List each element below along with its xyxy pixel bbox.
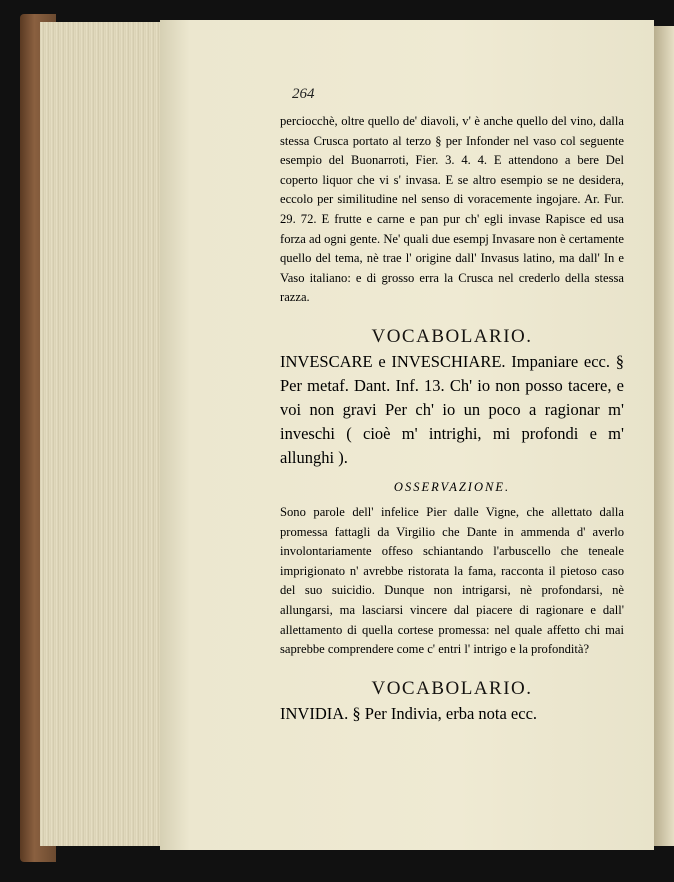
paragraph-invasare: perciocchè, oltre quello de' diavoli, v' è anche quello del vino, dalla stessa Crusca portato al terzo § per Infonder nel vaso col seguente esempio del Buonarroti, Fier. 3. 4. 4. E attendono a bere Del coperto liquor che vi s' invasa. E se altro esempio se ne desidera, eccolo per similitudine nel senso di voracemente ingojare. Ar. Fur. 29. 72. E frutte e carne e pan pur ch' egli invase Rapisce ed usa forza ad ogni gente. Ne' quali due esempj Invasare non è certamente quello del tema, nè trae l' origine dall' Invasus latino, ma dall' In e Vaso italiano: e di grosso erra la Crusca nel crederlo della stessa razza.	[280, 114, 624, 305]
page-edges	[40, 22, 164, 846]
text-column	[280, 112, 624, 726]
entry-invescare: INVESCARE e INVESCHIARE. Impaniare ecc. § Per metaf. Dant. Inf. 13. Ch' io non posso tacere, e voi non gravi Per ch' io un poco a ragionar m' inveschi ( cioè m' intrighi, mi profondi e m' allunghi ).	[280, 351, 624, 467]
facing-page-edge	[654, 26, 674, 846]
page-number: 264	[292, 86, 315, 102]
observation-heading: OSSERVAZIONE.	[393, 479, 511, 494]
section-heading-vocabolario-2: VOCABOLARIO.	[371, 677, 533, 699]
paragraph-observation: Sono parole dell' infelice Pier dalle Vigne, che allettato dalla promessa fattagli da Virgilio che Dante in ammenda d' averlo involontariamente offeso schiantando l'arbuscello che teneale imprigionato n' avrebbe ristorata la fama, racconta il pietoso caso del suo suicidio. Dunque non intrigarsi, nè profondarsi, nè allungarsi, ma lasciarsi vincere dal piacere di ragionare e dall' allettamento di quella cortese promessa: nel quale affetto chi mai saprebbe comprendere come c' entri l' intrigo e la profondità?	[280, 504, 624, 657]
section-heading-vocabolario: VOCABOLARIO.	[371, 325, 533, 347]
entry-invidia: INVIDIA. § Per Indivia, erba nota ecc.	[280, 703, 538, 723]
